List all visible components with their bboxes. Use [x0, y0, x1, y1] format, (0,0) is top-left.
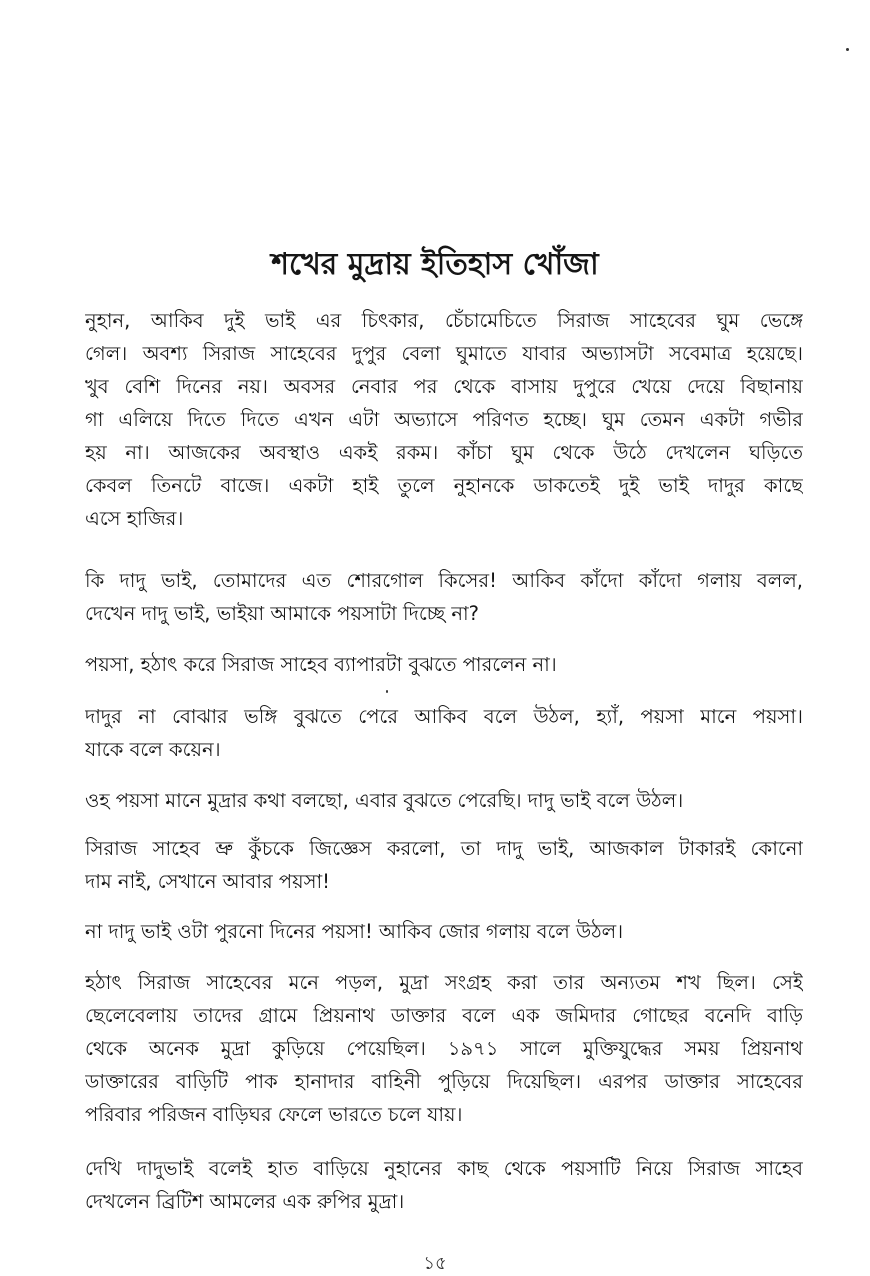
text-line: নুহান, আকিব দুই ভাই এর চিৎকার, চেঁচামেচিতে সিরাজ সাহেবের ঘুম ভেঙ্গে — [85, 309, 803, 332]
text-line: কেবল তিনটে বাজে। একটা হাই তুলে নুহানকে ডাকতেই দুই ভাই দাদুর কাছে — [85, 474, 803, 497]
paragraph-6 — [85, 832, 803, 898]
paragraph-7 — [85, 915, 803, 948]
ink-speck — [386, 690, 388, 693]
paragraph-2 — [85, 564, 803, 630]
chapter-title: শখের মুদ্রায় ইতিহাস খোঁজা — [271, 247, 599, 282]
text-line: ওহ পয়সা মানে মুদ্রার কথা বলছো, এবার বুঝতে পেরেছি। দাদু ভাই বলে উঠল। — [85, 789, 684, 812]
text-line: হঠাৎ সিরাজ সাহেবের মনে পড়ল, মুদ্রা সংগ্রহ করা তার অন্যতম শখ ছিল। সেই — [85, 971, 803, 994]
text-line: হয় না। আজকের অবস্থাও একই রকম। কাঁচা ঘুম থেকে উঠে দেখলেন ঘড়িতে — [85, 441, 803, 464]
text-line: এসে হাজির। — [85, 507, 184, 530]
text-line: গা এলিয়ে দিতে দিতে এখন এটা অভ্যাসে পরিণত হচ্ছে। ঘুম তেমন একটা গভীর — [85, 408, 803, 431]
text-line: দেখেন দাদু ভাই, ভাইয়া আমাকে পয়সাটা দিচ্ছে না? — [85, 602, 479, 625]
page-number: ১৫ — [423, 1253, 447, 1274]
text-line: ছেলেবেলায় তাদের গ্রামে প্রিয়নাথ ডাক্তার বলে এক জমিদার গোছের বনেদি বাড়ি — [85, 1004, 803, 1027]
text-line: ডাক্তারের বাড়িটি পাক হানাদার বাহিনী পুড়িয়ে দিয়েছিল। এরপর ডাক্তার সাহেবের — [85, 1070, 803, 1093]
text-line: দাদুর না বোঝার ভঙ্গি বুঝতে পেরে আকিব বলে উঠল, হ্যাঁ, পয়সা মানে পয়সা। — [85, 705, 803, 728]
text-line: দেখলেন ব্রিটিশ আমলের এক রুপির মুদ্রা। — [85, 1190, 405, 1213]
paragraph-9 — [85, 1152, 803, 1218]
ink-speck — [846, 48, 849, 51]
text-line: থেকে অনেক মুদ্রা কুড়িয়ে পেয়েছিল। ১৯৭১ সালে মুক্তিযুদ্ধের সময় প্রিয়নাথ — [85, 1037, 803, 1060]
paragraph-3 — [85, 648, 803, 681]
paragraph-1 — [85, 304, 803, 535]
text-line: যাকে বলে কয়েন। — [85, 738, 221, 761]
text-line: দেখি দাদুভাই বলেই হাত বাড়িয়ে নুহানের কাছ থেকে পয়সাটি নিয়ে সিরাজ সাহেব — [85, 1157, 803, 1180]
text-line: সিরাজ সাহেব ভ্রু কুঁচকে জিজ্ঞেস করলো, তা দাদু ভাই, আজকাল টাকারই কোনো — [85, 837, 803, 860]
text-line: পরিবার পরিজন বাড়িঘর ফেলে ভারতে চলে যায়। — [85, 1103, 463, 1126]
text-line: খুব বেশি দিনের নয়। অবসর নেবার পর থেকে বাসায় দুপুরে খেয়ে দেয়ে বিছানায় — [85, 375, 803, 398]
text-line: দাম নাই, সেখানে আবার পয়সা! — [85, 870, 330, 893]
text-line: গেল। অবশ্য সিরাজ সাহেবের দুপুর বেলা ঘুমাতে যাবার অভ্যাসটা সবেমাত্র হয়েছে। — [85, 342, 803, 365]
paragraph-8 — [85, 966, 803, 1131]
text-line: পয়সা, হঠাৎ করে সিরাজ সাহেব ব্যাপারটা বুঝতে পারলেন না। — [85, 653, 557, 676]
text-line: কি দাদু ভাই, তোমাদের এত শোরগোল কিসের! আকিব কাঁদো কাঁদো গলায় বলল, — [85, 569, 803, 592]
paragraph-5 — [85, 784, 803, 817]
paragraph-4 — [85, 700, 803, 766]
text-line: না দাদু ভাই ওটা পুরনো দিনের পয়সা! আকিব জোর গলায় বলে উঠল। — [85, 920, 624, 943]
